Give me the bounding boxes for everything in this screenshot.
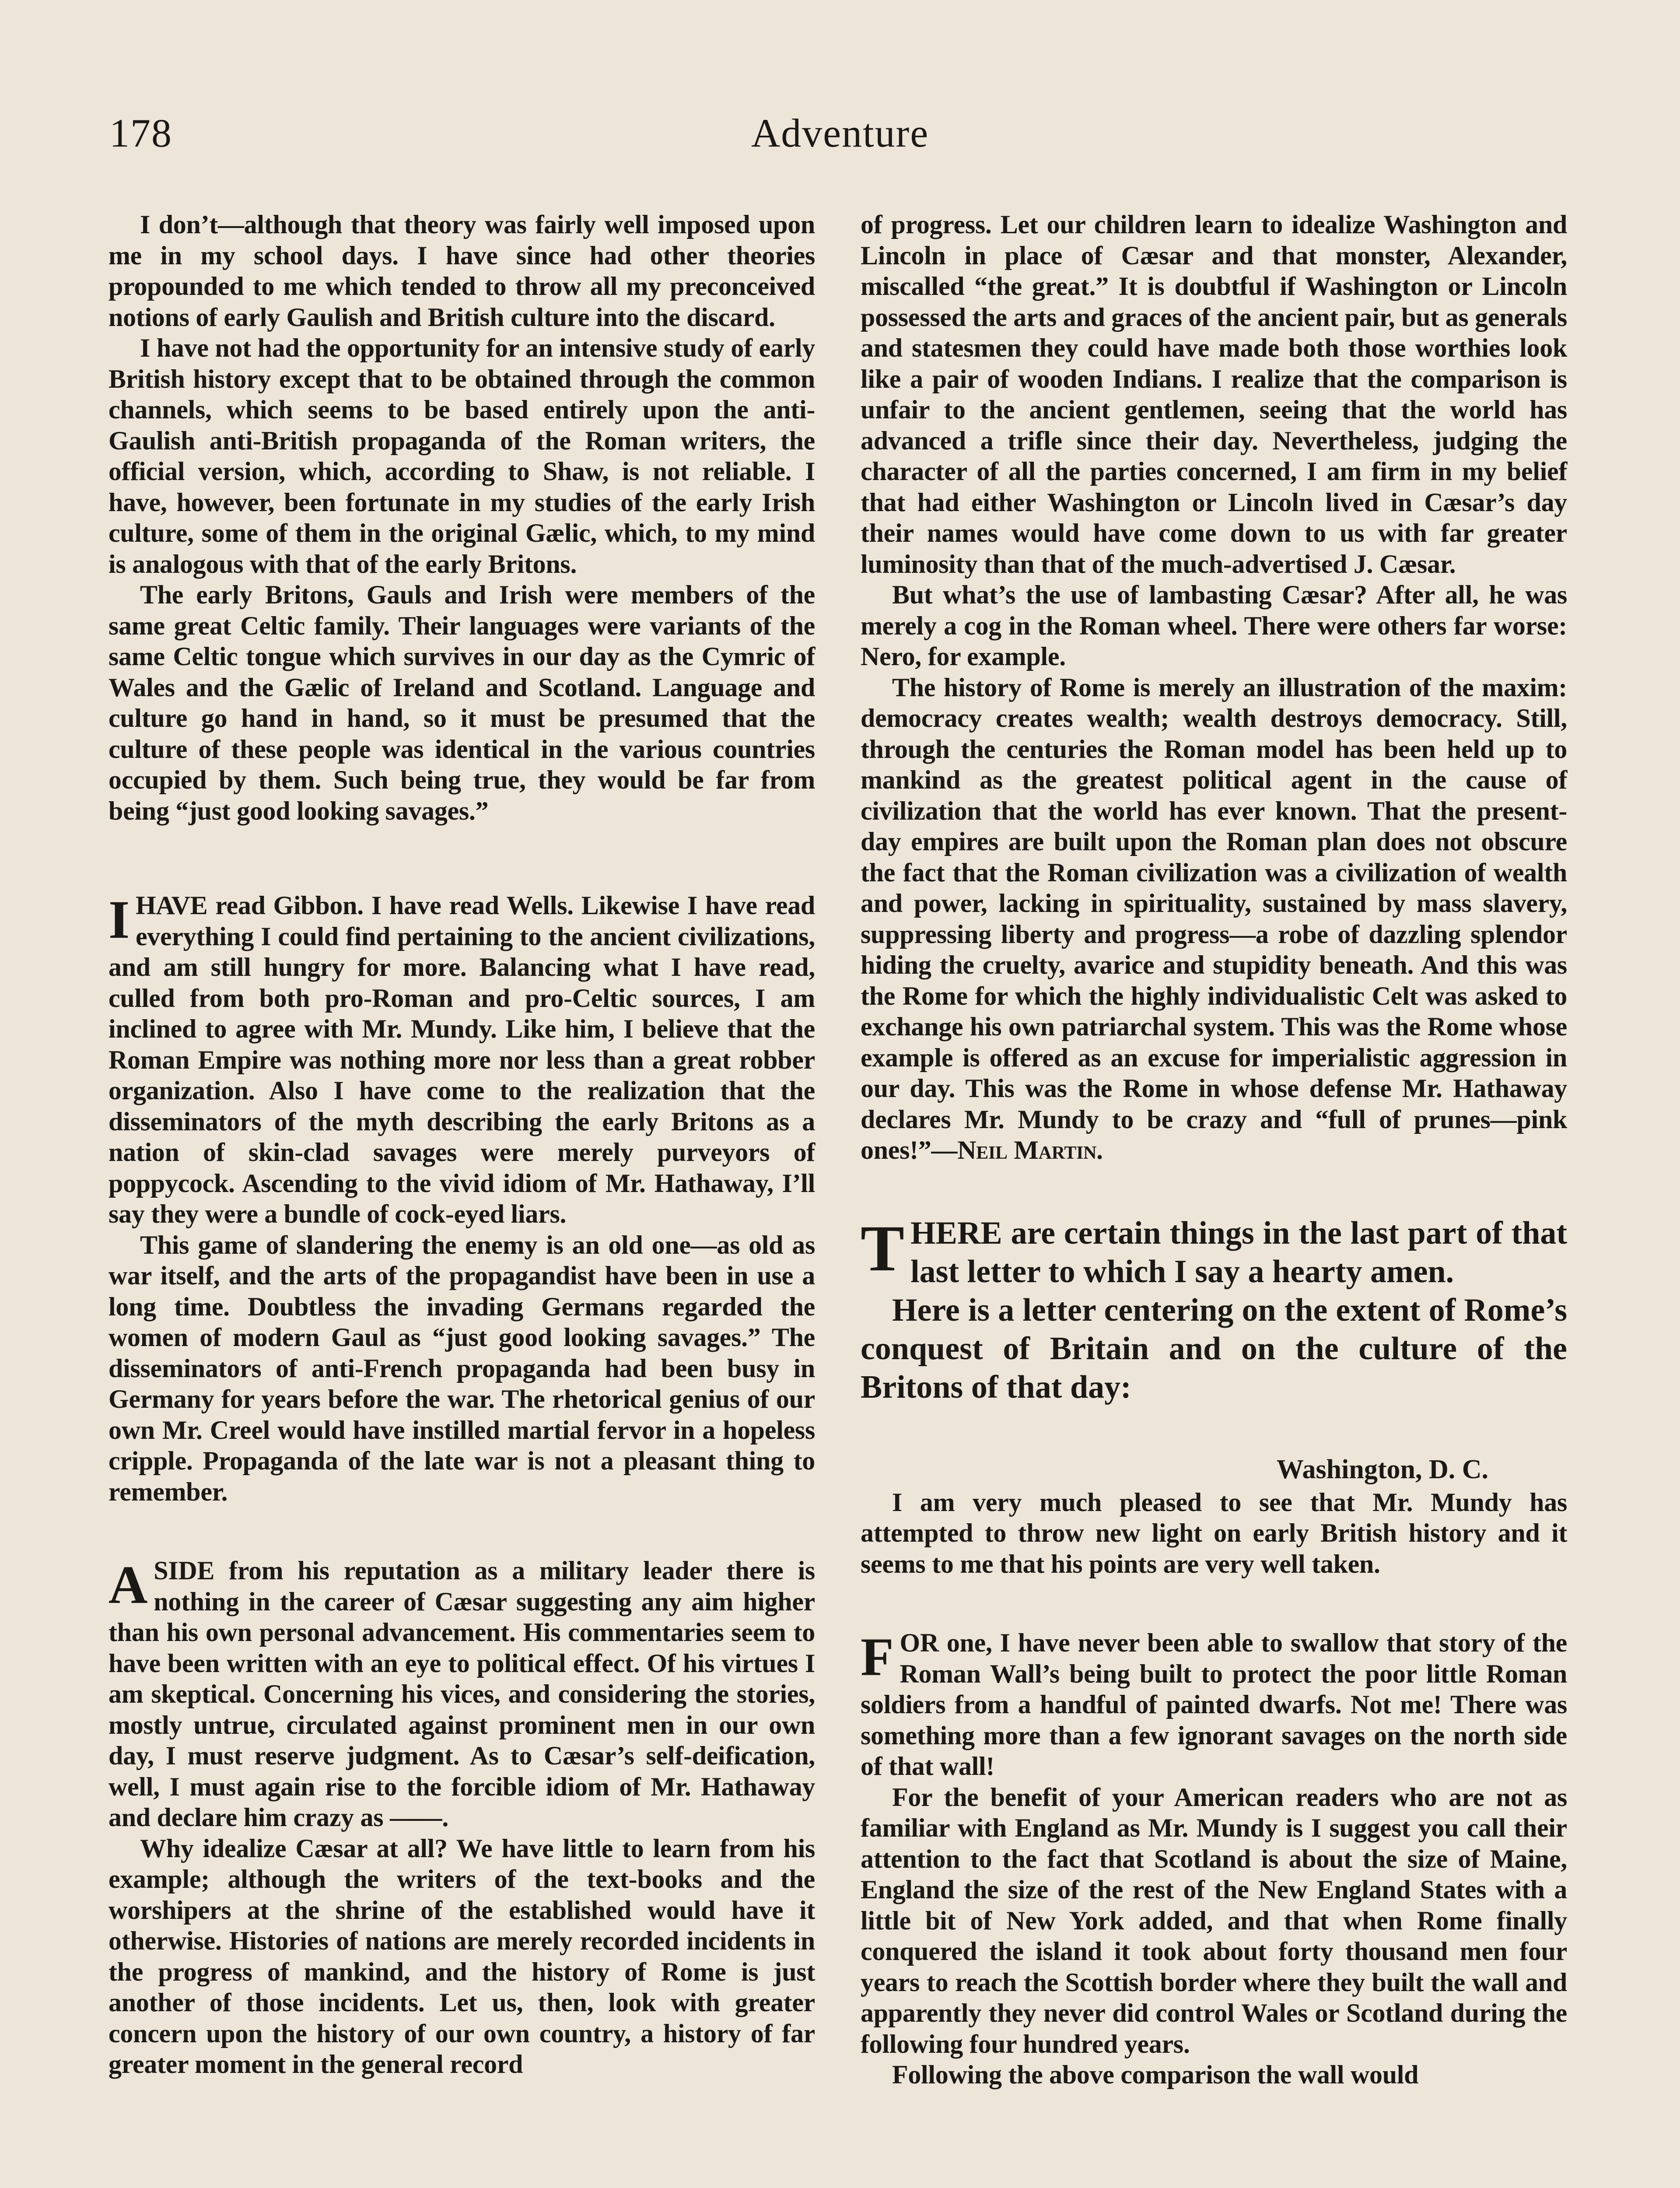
paragraph: The early Britons, Gauls and Irish were members of the same great Celtic family. Their languages were variants of the same Celtic tongue which survives in our day as the Cymric of Wales and the Gælic of Ireland and Scotland. Language and culture go hand in hand, so it must be presumed that the culture of these people was identical in the various countries occupied by them. Such being true, they would be far from being “just good looking savages.” [108,580,815,825]
paragraph-text: HERE are certain things in the last part of that last letter to which I say a hearty amen. [910,1215,1567,1290]
paragraph: I am very much pleased to see that Mr. Mundy has attempted to throw new light on early British history and it seems to me that his points are very well taken. [861,1487,1567,1578]
paragraph: Following the above comparison the wall would [892,2060,1419,2089]
left-column [108,209,815,2080]
paragraph-text: HAVE read Gibbon. I have read Wells. Likewise I have read everything I could find pertaining to the ancient civilizations, and am still hungry for more. Balancing what I have read, culled from both pro-Roman and pro-Celtic sources, I am inclined to agree with Mr. Mundy. Like him, I believe that the Roman Empire was nothing more nor less than a great robber organization. Also I have come to the realization that the disseminators of the myth describing the early Britons as a nation of skin-clad savages were merely purveyors of poppycock. Ascending to the vivid idiom of Mr. Hathaway, I’ll say they were a bundle of cock-eyed liars. [108,891,815,1228]
paragraph: Why idealize Cæsar at all? We have little to learn from his example; although the writers of the text-books and the worshipers at the shrine of the established would have it otherwise. Histories of nations are merely recorded incidents in the progress of mankind, and the history of Rome is just another of those incidents. Let us, then, look with greater concern upon the history of our own country, a history of far greater moment in the general record [108,1834,815,2079]
signature: Neil Martin. [957,1136,1103,1164]
paragraph [861,672,1567,1166]
paragraph-text: OR one, I have never been able to swallow that story of the Roman Wall’s being built to protect the poor little Roman soldiers from a handful of painted dwarfs. Not me! There was something more than a few ignorant savages on the north side of that wall! [861,1628,1567,1781]
editor-comment [861,1214,1567,1406]
drop-cap: T [861,1212,905,1285]
drop-cap: I [108,890,130,950]
page-number: 178 [109,111,172,155]
paragraph: of progress. Let our children learn to idealize Washington and Lincoln in place of Cæsar and that monster, Alexander, miscalled “the great.” It is doubtful if Washington or Lincoln possessed the arts and graces of the ancient pair, but as generals and statesmen they could have made both those worthies look like a pair of wooden Indians. I realize that the comparison is unfair to the ancient gentlemen, seeing that the world has advanced a trifle since their day. Nevertheless, judging the character of all the parties concerned, I am firm in my belief that had either Washington or Lincoln lived in Cæsar’s day their names would have come down to us with far greater luminosity than that of the much-advertised J. Cæsar. [861,210,1567,579]
paragraph: I don’t—although that theory was fairly well imposed upon me in my school days. I have since had other theories propounded to me which tended to throw all my preconceived notions of early Gaulish and British culture into the discard. [108,210,815,332]
paragraph-text: The history of Rome is merely an illustration of the maxim: democracy creates wealth; wealth destroys democracy. Still, through the centuries the Roman model has been held up to mankind as the greatest political agent in the cause of civilization that the world has ever known. That the present-day empires are built upon the Roman plan does not obscure the fact that the Roman civilization was a civilization of wealth and power, lacking in spirituality, sustained by mass slavery, suppressing liberty and progress—a robe of dazzling splendor hiding the cruelty, avarice and stupidity beneath. And this was the Rome for which the highly individualistic Celt was asked to exchange his own patriarchal system. This was the Rome whose example is offered as an excuse for imperialistic aggression in our day. This was the Rome in whose defense Mr. Hathaway declares Mr. Mundy to be crazy and “full of prunes—pink ones!”— [861,673,1567,1164]
paragraph: For the benefit of your American readers who are not as familiar with England as Mr. Mundy is I suggest you call their attention to the fact that Scotland is about the size of Maine, England the size of the rest of the New England States with a little bit of New York added, and that when Rome finally conquered the island it took about forty thousand men four years to reach the Scottish border where they built the wall and apparently they never did control Wales or Scotland during the following four hundred years. [861,1782,1567,2058]
paragraph-dropcap [108,890,815,1230]
paragraph-dropcap [108,1555,815,1833]
paragraph: But what’s the use of lambasting Cæsar? After all, he was merely a cog in the Roman wheel. There were others far worse: Nero, for example. [861,580,1567,671]
drop-cap: F [861,1627,894,1687]
running-head-title: Adventure [751,111,929,155]
drop-cap: A [108,1555,148,1615]
paragraph: Here is a letter centering on the extent of Rome’s conquest of Britain and on the culture of the Britons of that day: [861,1292,1567,1405]
paragraph: This game of slandering the enemy is an old one—as old as war itself, and the arts of the propagandist have been in use a long time. Doubtless the invading Germans regarded the women of modern Gaul as “just good looking savages.” The disseminators of anti-French propaganda had been busy in Germany for years before the war. The rhetorical genius of our own Mr. Creel would have instilled martial fervor in a hopeless cripple. Propaganda of the late war is not a pleasant thing to remember. [108,1230,815,1506]
paragraph: I have not had the opportunity for an intensive study of early British history except that to be obtained through the common channels, which seems to be based entirely upon the anti-Gaulish anti-British propaganda of the Roman writers, the official version, which, according to Shaw, is not reliable. I have, however, been fortunate in my studies of the early Irish culture, some of them in the original Gælic, which, to my mind is analogous with that of the early Britons. [108,333,815,579]
right-column [861,209,1567,2090]
dateline: Washington, D. C. [1276,1454,1488,1484]
paragraph-dropcap [861,1214,1567,1291]
paragraph-text: SIDE from his reputation as a military leader there is nothing in the career of Cæsar suggesting any aim higher than his own personal advancement. His commentaries seem to have been written with an eye to political effect. Of his virtues I am skeptical. Concerning his vices, and considering the stories, mostly untrue, circulated against prominent men in our own day, I must reserve judgment. As to Cæsar’s self-deification, well, I must again rise to the forcible idiom of Mr. Hathaway and declare him crazy as ——. [108,1556,815,1832]
paragraph-dropcap [861,1627,1567,1782]
